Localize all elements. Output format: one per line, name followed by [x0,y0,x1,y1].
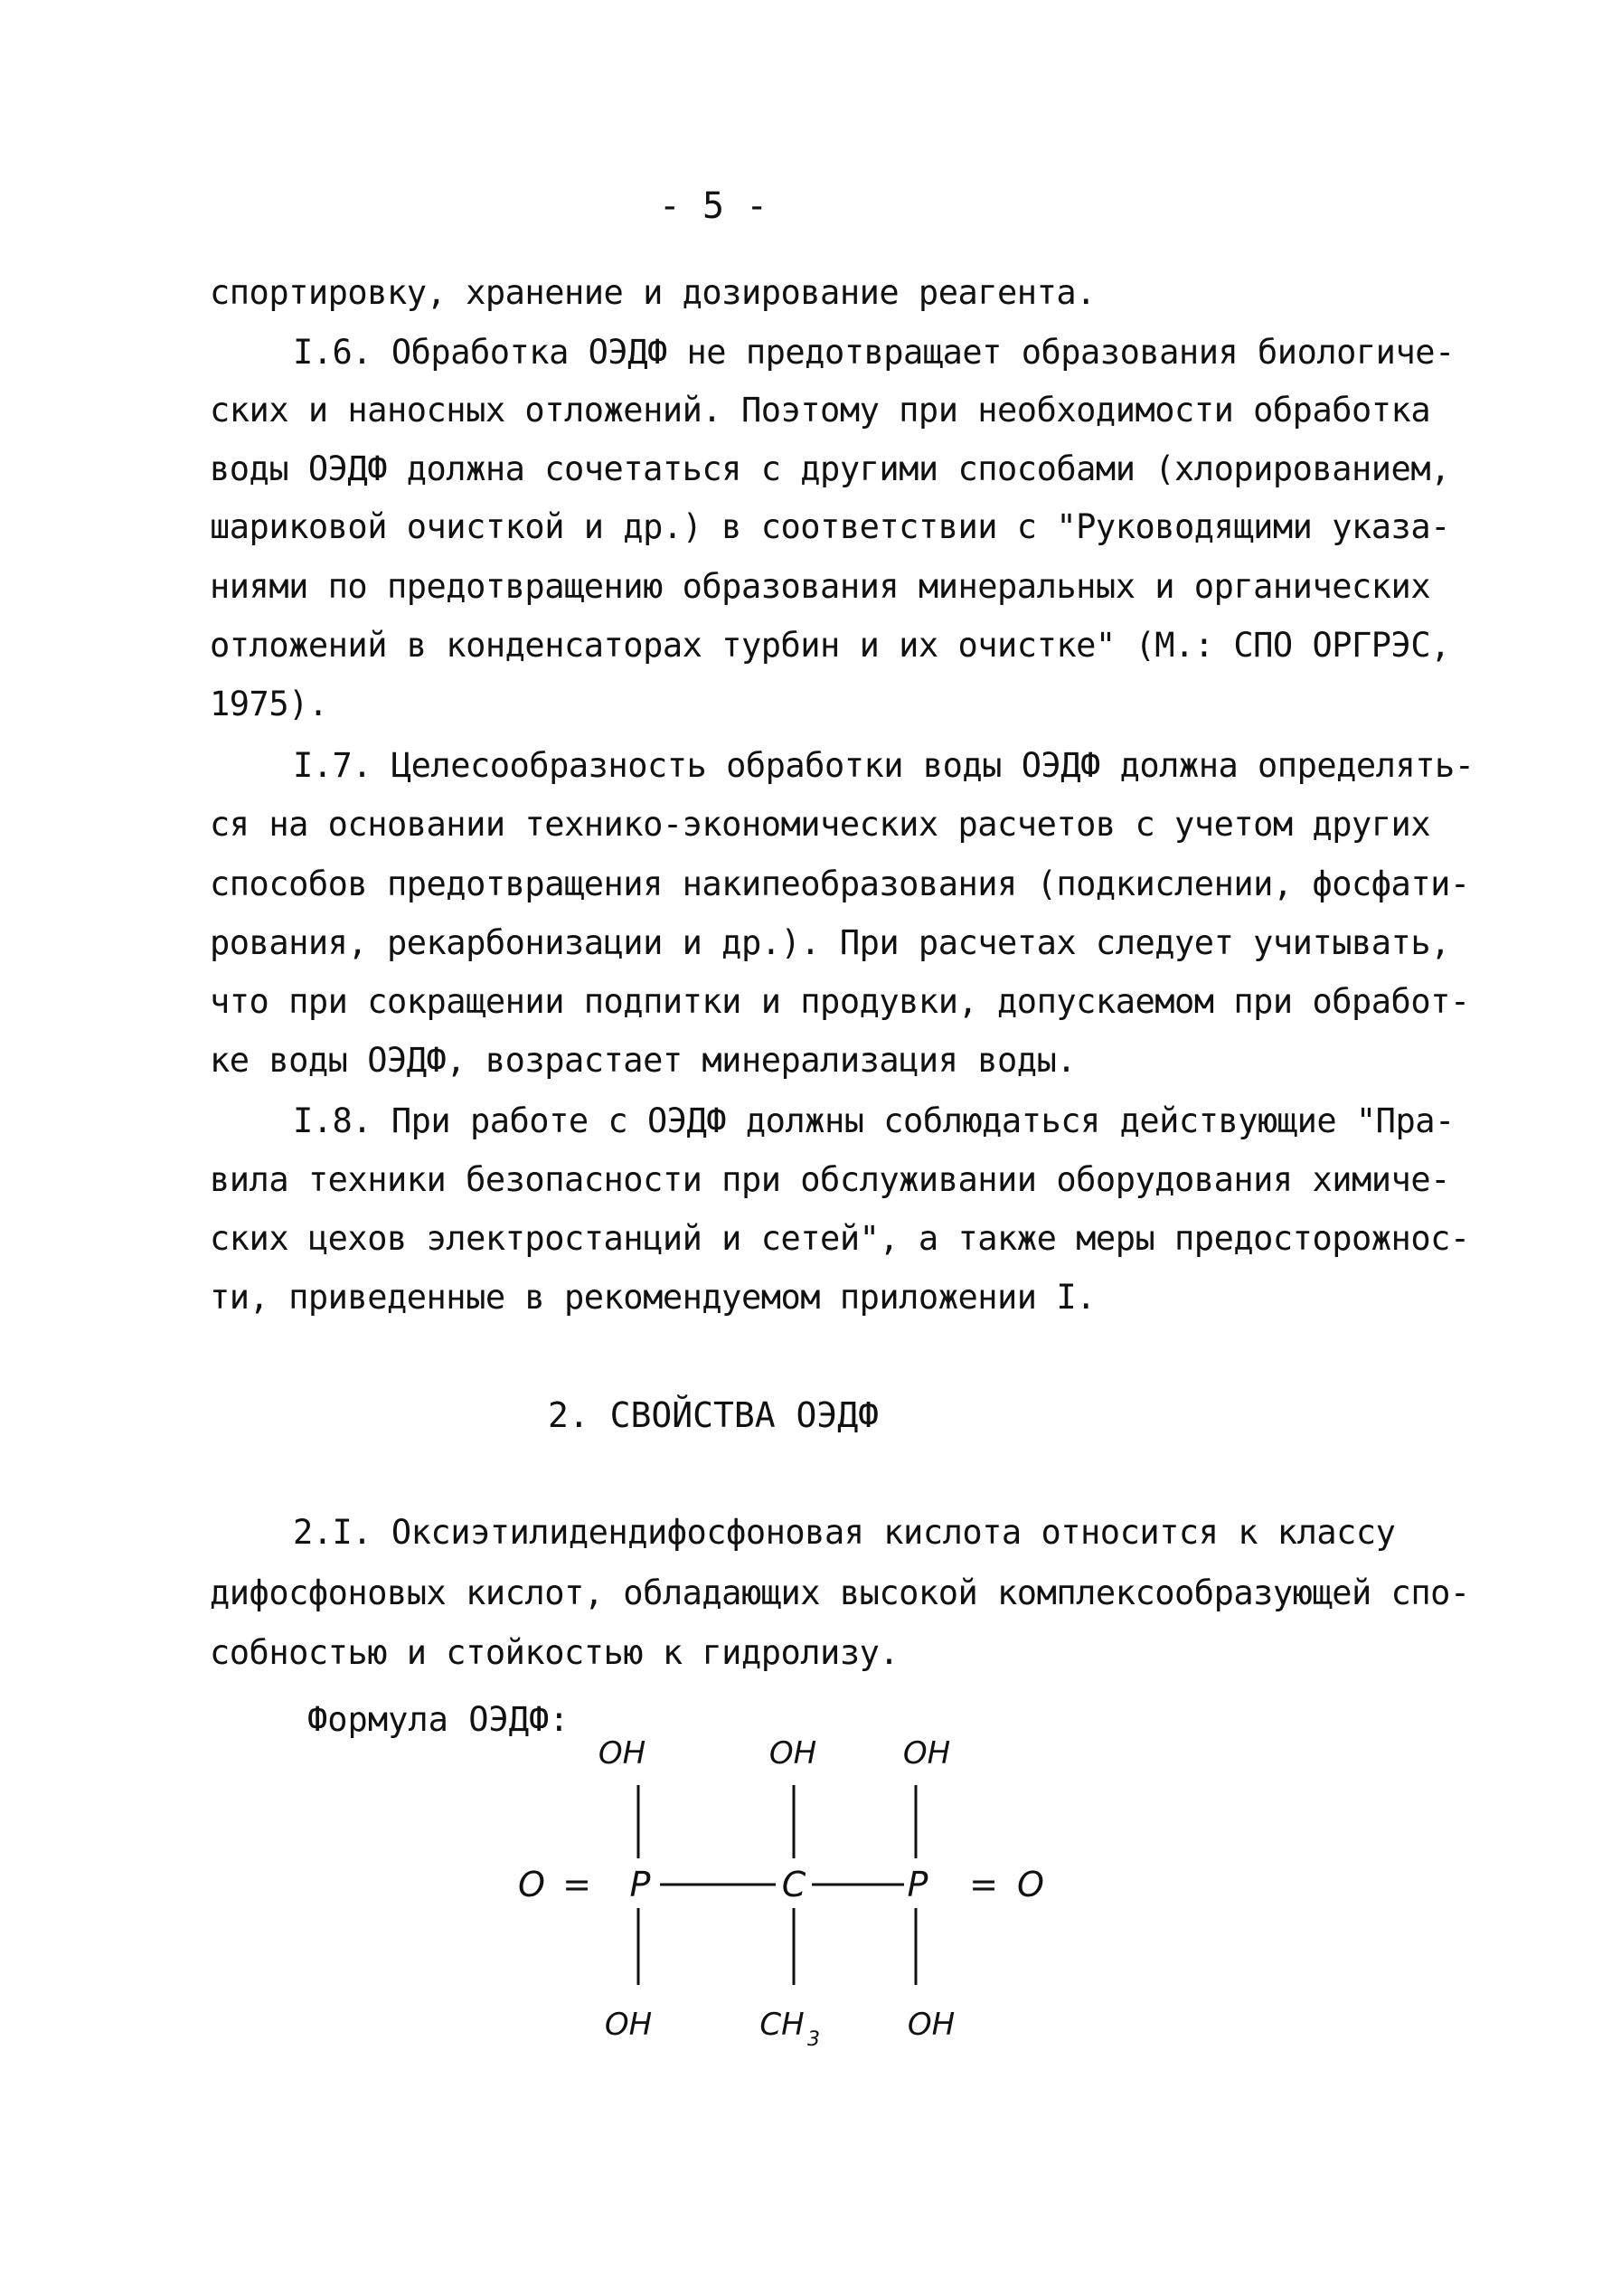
formula-atom-p: P [629,1865,651,1904]
paragraph-line: ся на основании технико-экономических расчетов с учетом других [210,805,1431,844]
formula-bottom-group: CH [759,2007,805,2043]
page-number: - 5 - [658,185,768,227]
paragraph-line: спортировку, хранение и дозирование реагента. [210,273,1096,312]
paragraph-line: ти, приведенные в рекомендуемом приложении I. [210,1278,1096,1317]
paragraph-line: ниями по предотвращению образования минеральных и органических [210,567,1431,606]
formula-bottom-group: OH [604,2007,653,2043]
paragraph-line: 1975). [210,685,328,723]
formula-label: Формула ОЭДФ: [307,1700,570,1739]
paragraph-line: отложений в конденсаторах турбин и их очистке" (М.: СПО ОРГРЭС, [210,626,1450,665]
paragraph-line: I.7. Целесообразность обработки воды ОЭДФ должна определять- [293,746,1475,785]
paragraph-line: I.6. Обработка ОЭДФ не предотвращает образования биологиче- [293,333,1455,372]
paragraph-line: вила техники безопасности при обслуживании оборудования химиче- [210,1160,1450,1199]
formula-equals-right: = [969,1865,998,1904]
paragraph-line: рования, рекарбонизации и др.). При расчетах следует учитывать, [210,923,1450,962]
paragraph-line: ке воды ОЭДФ, возрастает минерализация воды. [210,1041,1077,1080]
formula-top-group: OH [598,1735,646,1772]
formula-oxygen-right: O [1017,1865,1044,1904]
paragraph-line: ских цехов электростанций и сетей", а также меры предосторожнос- [210,1219,1470,1258]
paragraph-line: дифосфоновых кислот, обладающих высокой комплексообразующей спо- [210,1573,1470,1612]
paragraph-line: способов предотвращения накипеобразования (подкислении, фосфати- [210,865,1470,903]
paragraph-line: что при сокращении подпитки и продувки, допускаемом при обработ- [210,982,1470,1021]
formula-oxygen-left: O [518,1865,545,1904]
formula-atom-c: C [781,1865,806,1904]
formula-top-group: OH [768,1735,817,1772]
paragraph-line: собностью и стойкостью к гидролизу. [210,1633,900,1672]
formula-equals-left: = [562,1865,591,1904]
paragraph-line: воды ОЭДФ должна сочетаться с другими способами (хлорированием, [210,449,1450,488]
paragraph-line: I.8. При работе с ОЭДФ должны соблюдаться действующие "Пра- [293,1101,1455,1140]
paragraph-line: ских и наносных отложений. Поэтому при необходимости обработка [210,391,1431,430]
formula-top-group: OH [902,1735,951,1772]
paragraph-line: 2.I. Оксиэтилидендифосфоновая кислота относится к классу [293,1513,1396,1552]
formula-methyl-subscript: 3 [807,2028,820,2051]
chemical-formula [506,1727,1067,2062]
paragraph-line: шариковой очисткой и др.) в соответствии с "Руководящими указа- [210,507,1450,546]
formula-atom-p: P [907,1865,928,1904]
formula-bottom-group: OH [907,2007,956,2043]
section-heading: 2. СВОЙСТВА ОЭДФ [547,1395,880,1435]
